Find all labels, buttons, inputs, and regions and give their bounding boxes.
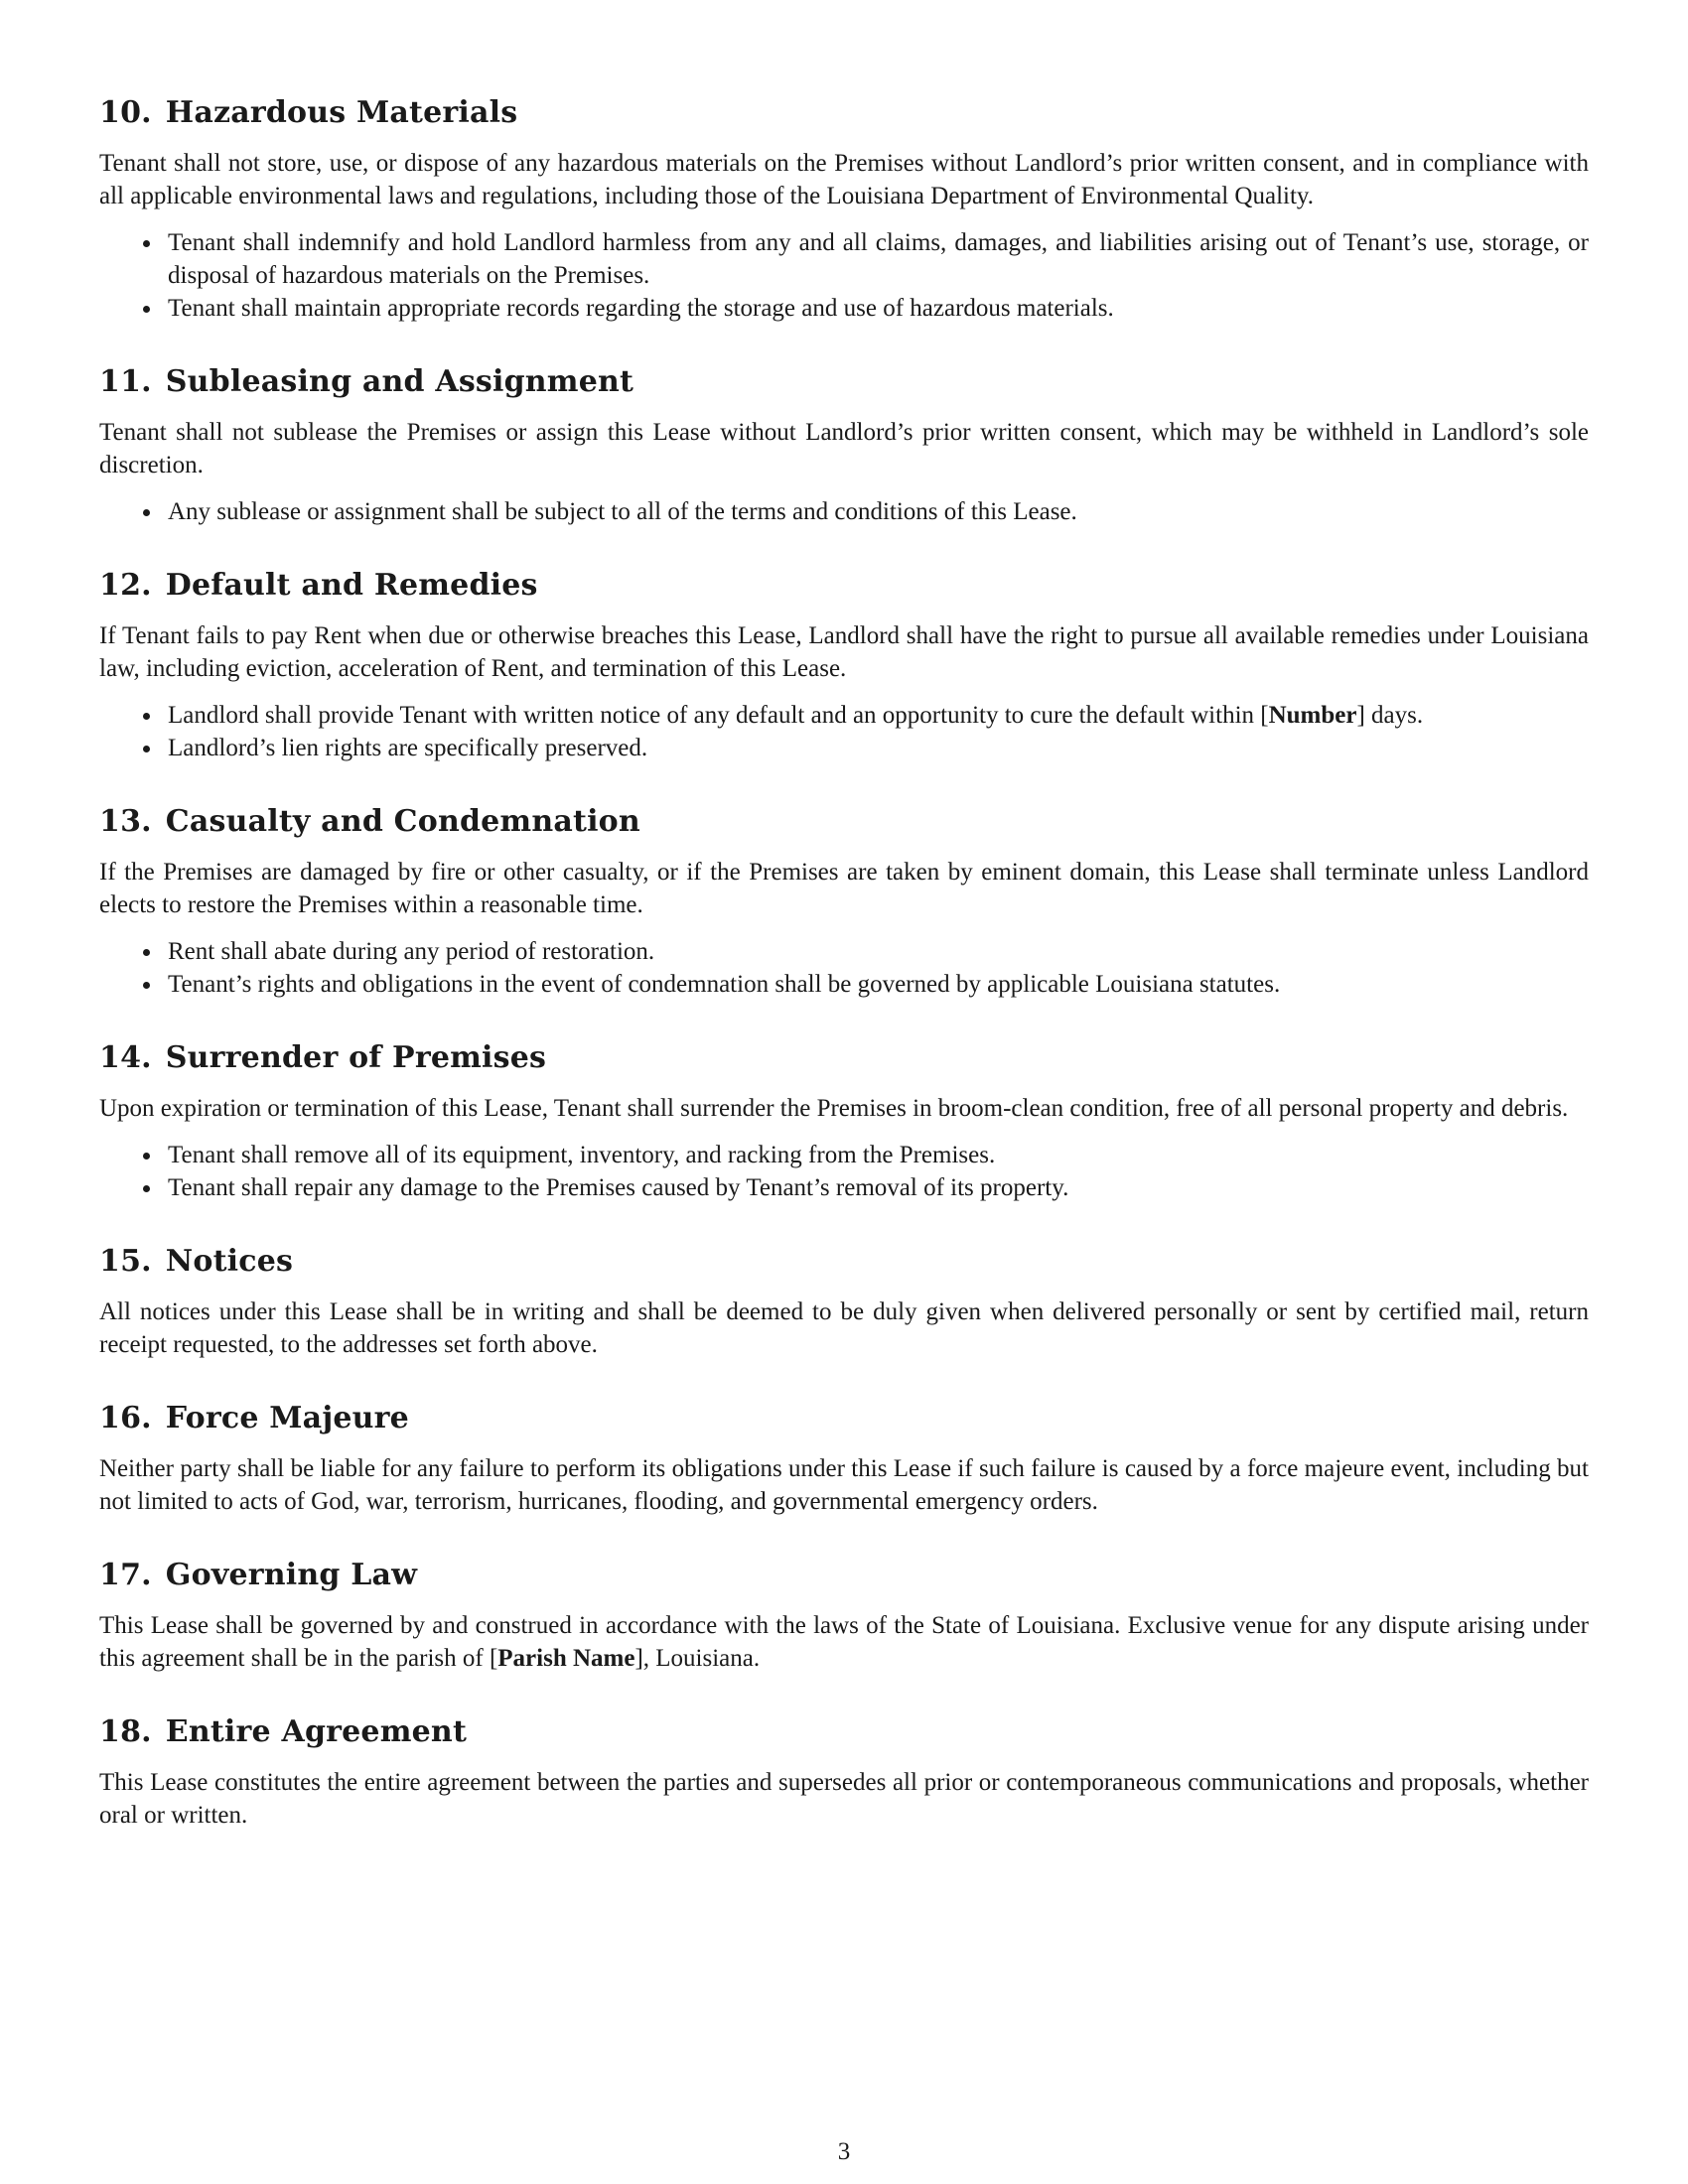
section-title: Force Majeure (165, 1401, 409, 1435)
bullet-item: Tenant shall maintain appropriate records regarding the storage and use of hazardous materials. (168, 292, 1589, 325)
bullet-list (99, 226, 1589, 325)
section-heading (99, 566, 1589, 606)
section-heading (99, 802, 1589, 842)
section-title: Default and Remedies (165, 568, 538, 603)
section-number: 12. (99, 568, 152, 603)
section-title: Entire Agreement (165, 1714, 467, 1749)
section-number: 15. (99, 1244, 152, 1279)
section-title: Subleasing and Assignment (165, 364, 634, 399)
section-title: Casualty and Condemnation (165, 804, 640, 839)
bullet-list (99, 1139, 1589, 1204)
section-body: If Tenant fails to pay Rent when due or otherwise breaches this Lease, Landlord shall have the right to pursue all available remedies under Louisiana law, including eviction, acceleration of Rent, and termination of this Lease. (99, 622, 1589, 682)
section-title: Governing Law (165, 1558, 418, 1592)
bullet-text: ] days. (1356, 702, 1424, 729)
section-body: Tenant shall not store, use, or dispose of any hazardous materials on the Premises without Landlord’s prior written consent, and in compliance with all applicable environmental laws and regulations, including those of the Louisiana Department of Environmental Quality. (99, 150, 1589, 209)
section-heading (99, 1712, 1589, 1752)
bullet-item: Tenant’s rights and obligations in the event of condemnation shall be governed by applicable Louisiana statutes. (168, 968, 1589, 1001)
section-body: All notices under this Lease shall be in writing and shall be deemed to be duly given when delivered personally or sent by certified mail, return receipt requested, to the addresses set forth above. (99, 1298, 1589, 1358)
placeholder-parish-name: Parish Name (497, 1645, 635, 1672)
section-title: Surrender of Premises (165, 1040, 547, 1075)
section-heading (99, 1242, 1589, 1282)
section-notices (99, 1242, 1589, 1361)
section-entire-agreement (99, 1712, 1589, 1832)
section-number: 11. (99, 364, 152, 399)
bullet-list (99, 495, 1589, 528)
page-number: 3 (837, 2138, 851, 2165)
section-heading (99, 1399, 1589, 1438)
bullet-text: Landlord shall provide Tenant with written notice of any default and an opportunity to cure the default within [ (168, 702, 1269, 729)
section-hazardous-materials (99, 93, 1589, 325)
section-body: Neither party shall be liable for any failure to perform its obligations under this Lease if such failure is caused by a force majeure event, including but not limited to acts of God, war, terrorism, hurricanes, flooding, and governmental emergency orders. (99, 1455, 1589, 1515)
bullet-item: Tenant shall repair any damage to the Premises caused by Tenant’s removal of its property. (168, 1171, 1589, 1204)
section-number: 10. (99, 95, 152, 130)
section-number: 17. (99, 1558, 152, 1592)
section-surrender-premises (99, 1038, 1589, 1204)
section-body: Tenant shall not sublease the Premises or assign this Lease without Landlord’s prior written consent, which may be withheld in Landlord’s sole discretion. (99, 419, 1589, 478)
section-title: Notices (165, 1244, 294, 1279)
section-body: Upon expiration or termination of this Lease, Tenant shall surrender the Premises in broom-clean condition, free of all personal property and debris. (99, 1095, 1569, 1122)
bullet-list (99, 699, 1589, 764)
body-text: ], Louisiana. (634, 1645, 761, 1672)
section-body (99, 1609, 1589, 1675)
section-heading (99, 93, 1589, 133)
section-heading (99, 362, 1589, 402)
body-text: This Lease shall be governed by and construed in accordance with the laws of the State of Louisiana. Exclusive venue for any dispute arising under this agreement shall be in the parish of [ (99, 1612, 1589, 1672)
section-body: This Lease constitutes the entire agreement between the parties and supersedes all prior or contemporaneous communications and proposals, whether oral or written. (99, 1769, 1589, 1829)
section-heading (99, 1556, 1589, 1595)
bullet-item: Landlord’s lien rights are specifically preserved. (168, 732, 1589, 764)
section-heading (99, 1038, 1589, 1078)
bullet-item (168, 699, 1589, 732)
bullet-list (99, 935, 1589, 1001)
section-force-majeure (99, 1399, 1589, 1518)
bullet-item: Tenant shall remove all of its equipment, inventory, and racking from the Premises. (168, 1139, 1589, 1171)
bullet-item: Any sublease or assignment shall be subject to all of the terms and conditions of this Lease. (168, 495, 1589, 528)
bullet-item: Rent shall abate during any period of restoration. (168, 935, 1589, 968)
section-body: If the Premises are damaged by fire or other casualty, or if the Premises are taken by eminent domain, this Lease shall terminate unless Landlord elects to restore the Premises within a reasonable time. (99, 859, 1589, 918)
section-subleasing-assignment (99, 362, 1589, 528)
bullet-item: Tenant shall indemnify and hold Landlord harmless from any and all claims, damages, and liabilities arising out of Tenant’s use, storage, or disposal of hazardous materials on the Premises. (168, 226, 1589, 292)
section-number: 18. (99, 1714, 152, 1749)
section-default-remedies (99, 566, 1589, 764)
section-title: Hazardous Materials (165, 95, 518, 130)
lease-document (99, 93, 1589, 1869)
section-number: 14. (99, 1040, 152, 1075)
section-number: 16. (99, 1401, 152, 1435)
section-casualty-condemnation (99, 802, 1589, 1001)
section-governing-law (99, 1556, 1589, 1675)
section-number: 13. (99, 804, 152, 839)
placeholder-number: Number (1268, 702, 1357, 729)
